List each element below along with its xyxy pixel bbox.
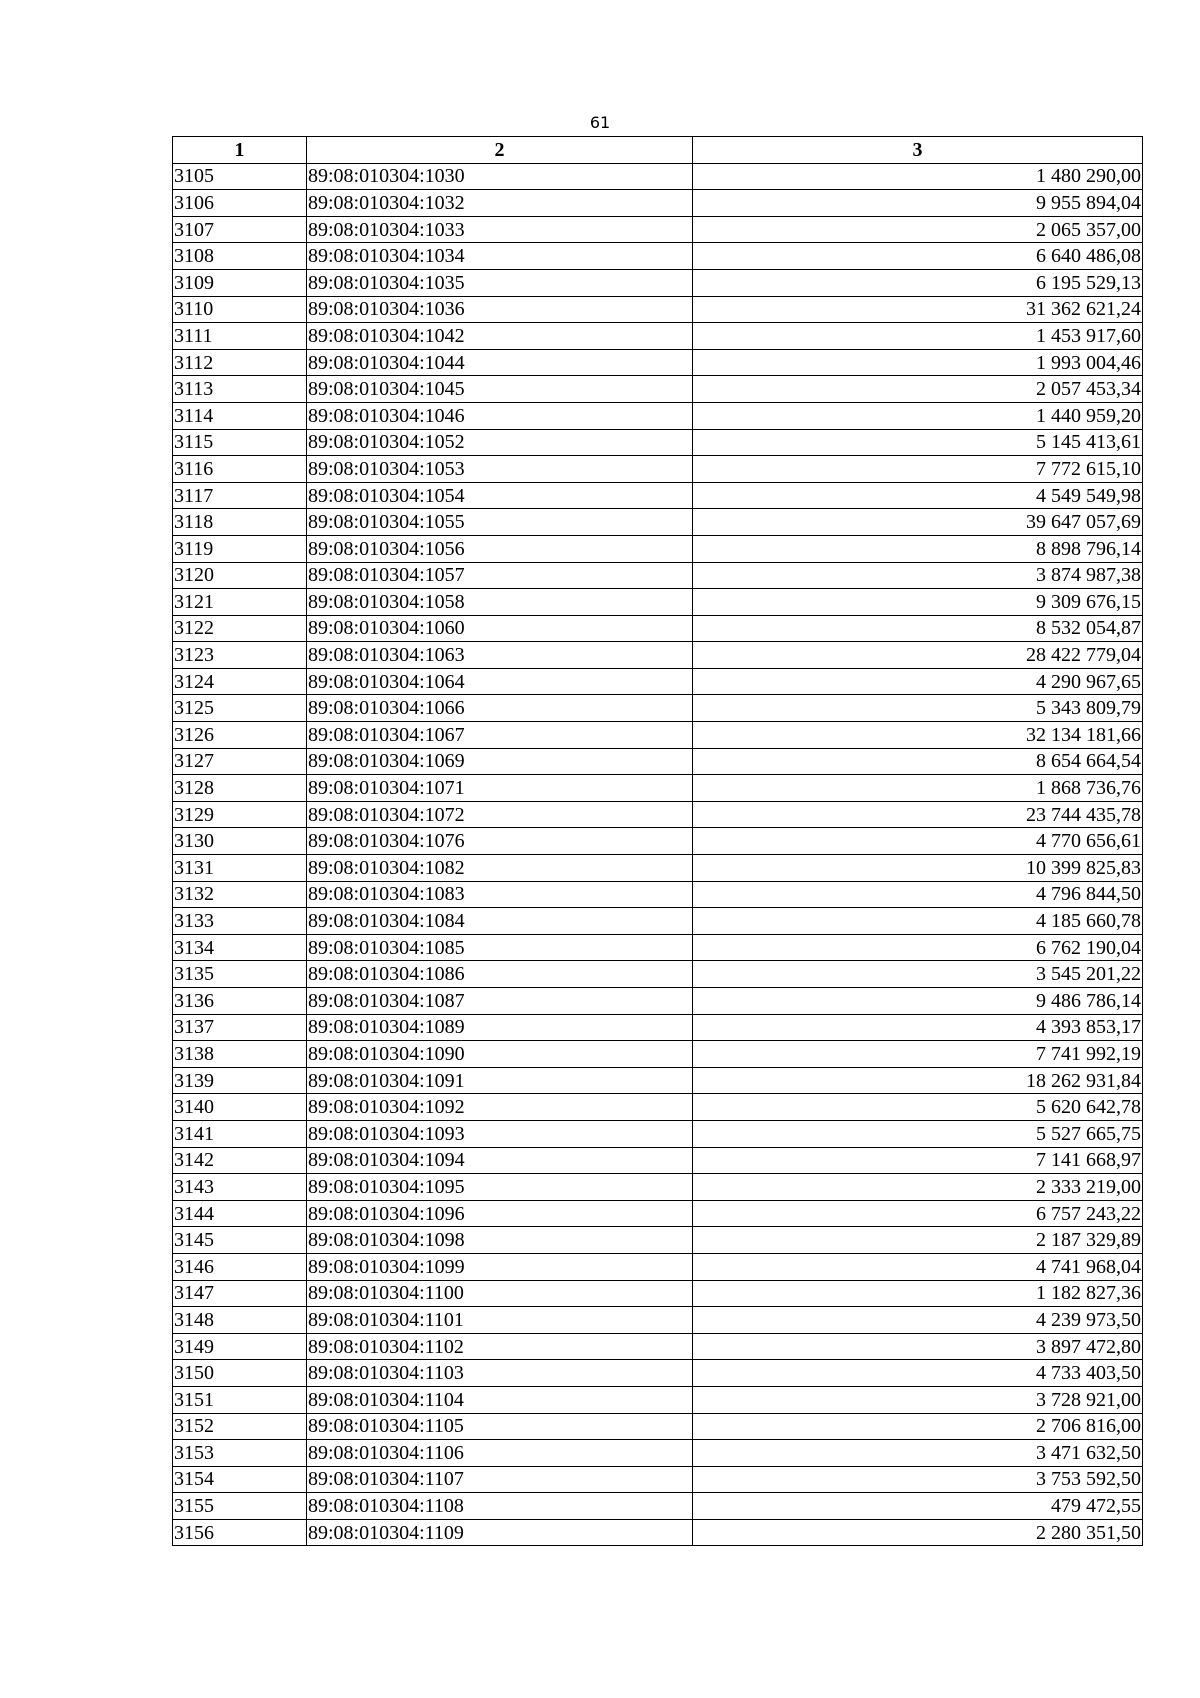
cadastral-value-cell: 3 753 592,50 bbox=[693, 1466, 1143, 1493]
table-row bbox=[173, 1253, 1143, 1280]
cadastral-number-cell: 89:08:010304:1076 bbox=[307, 828, 693, 855]
cadastral-number-cell: 89:08:010304:1105 bbox=[307, 1413, 693, 1440]
cadastral-number-cell: 89:08:010304:1086 bbox=[307, 961, 693, 988]
cadastral-number-cell: 89:08:010304:1053 bbox=[307, 456, 693, 483]
cadastral-number-cell: 89:08:010304:1107 bbox=[307, 1466, 693, 1493]
table-row bbox=[173, 1413, 1143, 1440]
row-number-cell: 3136 bbox=[173, 988, 307, 1015]
table-row bbox=[173, 775, 1143, 802]
cadastral-value-cell: 3 471 632,50 bbox=[693, 1440, 1143, 1467]
table-row bbox=[173, 1094, 1143, 1121]
cadastral-value-cell: 7 772 615,10 bbox=[693, 456, 1143, 483]
cadastral-value-cell: 4 741 968,04 bbox=[693, 1253, 1143, 1280]
cadastral-number-cell: 89:08:010304:1066 bbox=[307, 695, 693, 722]
row-number-cell: 3133 bbox=[173, 908, 307, 935]
row-number-cell: 3120 bbox=[173, 562, 307, 589]
cadastral-number-cell: 89:08:010304:1033 bbox=[307, 216, 693, 243]
cadastral-number-cell: 89:08:010304:1108 bbox=[307, 1493, 693, 1520]
row-number-cell: 3105 bbox=[173, 163, 307, 190]
table-row bbox=[173, 855, 1143, 882]
table-row bbox=[173, 1386, 1143, 1413]
table-row bbox=[173, 402, 1143, 429]
cadastral-value-cell: 1 182 827,36 bbox=[693, 1280, 1143, 1307]
row-number-cell: 3108 bbox=[173, 243, 307, 270]
table-row bbox=[173, 1067, 1143, 1094]
cadastral-value-cell: 1 480 290,00 bbox=[693, 163, 1143, 190]
table-row bbox=[173, 881, 1143, 908]
row-number-cell: 3130 bbox=[173, 828, 307, 855]
table-row bbox=[173, 1147, 1143, 1174]
cadastral-value-cell: 9 486 786,14 bbox=[693, 988, 1143, 1015]
row-number-cell: 3138 bbox=[173, 1041, 307, 1068]
page-number: 61 bbox=[589, 113, 611, 132]
row-number-cell: 3141 bbox=[173, 1120, 307, 1147]
table-row bbox=[173, 908, 1143, 935]
cadastral-value-cell: 7 141 668,97 bbox=[693, 1147, 1143, 1174]
row-number-cell: 3129 bbox=[173, 801, 307, 828]
row-number-cell: 3148 bbox=[173, 1307, 307, 1334]
cadastral-number-cell: 89:08:010304:1072 bbox=[307, 801, 693, 828]
cadastral-number-cell: 89:08:010304:1060 bbox=[307, 615, 693, 642]
cadastral-number-cell: 89:08:010304:1058 bbox=[307, 589, 693, 616]
cadastral-value-cell: 479 472,55 bbox=[693, 1493, 1143, 1520]
cadastral-number-cell: 89:08:010304:1100 bbox=[307, 1280, 693, 1307]
row-number-cell: 3114 bbox=[173, 402, 307, 429]
cadastral-value-cell: 28 422 779,04 bbox=[693, 642, 1143, 669]
row-number-cell: 3139 bbox=[173, 1067, 307, 1094]
cadastral-value-cell: 6 762 190,04 bbox=[693, 934, 1143, 961]
row-number-cell: 3152 bbox=[173, 1413, 307, 1440]
cadastral-value-cell: 3 545 201,22 bbox=[693, 961, 1143, 988]
cadastral-value-table bbox=[172, 136, 1143, 1546]
table-row bbox=[173, 509, 1143, 536]
row-number-cell: 3134 bbox=[173, 934, 307, 961]
row-number-cell: 3106 bbox=[173, 190, 307, 217]
cadastral-number-cell: 89:08:010304:1057 bbox=[307, 562, 693, 589]
table-row bbox=[173, 535, 1143, 562]
row-number-cell: 3125 bbox=[173, 695, 307, 722]
row-number-cell: 3149 bbox=[173, 1333, 307, 1360]
table-row bbox=[173, 1493, 1143, 1520]
cadastral-number-cell: 89:08:010304:1093 bbox=[307, 1120, 693, 1147]
cadastral-value-cell: 3 728 921,00 bbox=[693, 1386, 1143, 1413]
table-row bbox=[173, 668, 1143, 695]
cadastral-value-cell: 3 897 472,80 bbox=[693, 1333, 1143, 1360]
cadastral-value-cell: 39 647 057,69 bbox=[693, 509, 1143, 536]
row-number-cell: 3147 bbox=[173, 1280, 307, 1307]
cadastral-number-cell: 89:08:010304:1056 bbox=[307, 535, 693, 562]
table-row bbox=[173, 482, 1143, 509]
cadastral-number-cell: 89:08:010304:1067 bbox=[307, 722, 693, 749]
table-row bbox=[173, 456, 1143, 483]
cadastral-number-cell: 89:08:010304:1102 bbox=[307, 1333, 693, 1360]
row-number-cell: 3123 bbox=[173, 642, 307, 669]
cadastral-value-cell: 2 280 351,50 bbox=[693, 1519, 1143, 1546]
cadastral-number-cell: 89:08:010304:1096 bbox=[307, 1200, 693, 1227]
row-number-cell: 3128 bbox=[173, 775, 307, 802]
cadastral-number-cell: 89:08:010304:1087 bbox=[307, 988, 693, 1015]
cadastral-value-cell: 4 290 967,65 bbox=[693, 668, 1143, 695]
row-number-cell: 3145 bbox=[173, 1227, 307, 1254]
cadastral-value-cell: 6 757 243,22 bbox=[693, 1200, 1143, 1227]
cadastral-number-cell: 89:08:010304:1091 bbox=[307, 1067, 693, 1094]
cadastral-number-cell: 89:08:010304:1089 bbox=[307, 1014, 693, 1041]
row-number-cell: 3110 bbox=[173, 296, 307, 323]
row-number-cell: 3121 bbox=[173, 589, 307, 616]
cadastral-number-cell: 89:08:010304:1109 bbox=[307, 1519, 693, 1546]
row-number-cell: 3153 bbox=[173, 1440, 307, 1467]
row-number-cell: 3144 bbox=[173, 1200, 307, 1227]
cadastral-value-cell: 8 654 664,54 bbox=[693, 748, 1143, 775]
table-row bbox=[173, 695, 1143, 722]
cadastral-value-cell: 32 134 181,66 bbox=[693, 722, 1143, 749]
cadastral-value-cell: 2 057 453,34 bbox=[693, 376, 1143, 403]
table-row bbox=[173, 828, 1143, 855]
cadastral-value-cell: 1 868 736,76 bbox=[693, 775, 1143, 802]
column-header-3: 3 bbox=[693, 137, 1143, 164]
row-number-cell: 3155 bbox=[173, 1493, 307, 1520]
table-body bbox=[173, 163, 1143, 1546]
cadastral-number-cell: 89:08:010304:1099 bbox=[307, 1253, 693, 1280]
table-row bbox=[173, 1466, 1143, 1493]
cadastral-number-cell: 89:08:010304:1101 bbox=[307, 1307, 693, 1334]
cadastral-value-cell: 4 185 660,78 bbox=[693, 908, 1143, 935]
row-number-cell: 3122 bbox=[173, 615, 307, 642]
table-row bbox=[173, 163, 1143, 190]
cadastral-number-cell: 89:08:010304:1063 bbox=[307, 642, 693, 669]
cadastral-value-cell: 9 309 676,15 bbox=[693, 589, 1143, 616]
table-row bbox=[173, 722, 1143, 749]
table-row bbox=[173, 1120, 1143, 1147]
cadastral-number-cell: 89:08:010304:1085 bbox=[307, 934, 693, 961]
row-number-cell: 3118 bbox=[173, 509, 307, 536]
table-row bbox=[173, 376, 1143, 403]
table-row bbox=[173, 1519, 1143, 1546]
cadastral-number-cell: 89:08:010304:1035 bbox=[307, 269, 693, 296]
table-row bbox=[173, 216, 1143, 243]
cadastral-value-cell: 5 145 413,61 bbox=[693, 429, 1143, 456]
table-row bbox=[173, 1041, 1143, 1068]
table-row bbox=[173, 562, 1143, 589]
cadastral-number-cell: 89:08:010304:1042 bbox=[307, 323, 693, 350]
cadastral-value-cell: 4 239 973,50 bbox=[693, 1307, 1143, 1334]
row-number-cell: 3117 bbox=[173, 482, 307, 509]
cadastral-number-cell: 89:08:010304:1069 bbox=[307, 748, 693, 775]
table-row bbox=[173, 589, 1143, 616]
table-row bbox=[173, 349, 1143, 376]
cadastral-value-cell: 6 195 529,13 bbox=[693, 269, 1143, 296]
table-row bbox=[173, 961, 1143, 988]
cadastral-value-cell: 2 333 219,00 bbox=[693, 1174, 1143, 1201]
cadastral-number-cell: 89:08:010304:1106 bbox=[307, 1440, 693, 1467]
cadastral-value-cell: 9 955 894,04 bbox=[693, 190, 1143, 217]
cadastral-number-cell: 89:08:010304:1082 bbox=[307, 855, 693, 882]
cadastral-value-cell: 1 440 959,20 bbox=[693, 402, 1143, 429]
column-header-1: 1 bbox=[173, 137, 307, 164]
cadastral-number-cell: 89:08:010304:1064 bbox=[307, 668, 693, 695]
cadastral-value-cell: 4 393 853,17 bbox=[693, 1014, 1143, 1041]
table-row bbox=[173, 642, 1143, 669]
row-number-cell: 3137 bbox=[173, 1014, 307, 1041]
cadastral-value-cell: 2 065 357,00 bbox=[693, 216, 1143, 243]
cadastral-number-cell: 89:08:010304:1094 bbox=[307, 1147, 693, 1174]
cadastral-value-cell: 3 874 987,38 bbox=[693, 562, 1143, 589]
table-row bbox=[173, 988, 1143, 1015]
row-number-cell: 3119 bbox=[173, 535, 307, 562]
cadastral-value-cell: 31 362 621,24 bbox=[693, 296, 1143, 323]
table-row bbox=[173, 615, 1143, 642]
row-number-cell: 3143 bbox=[173, 1174, 307, 1201]
cadastral-value-cell: 2 187 329,89 bbox=[693, 1227, 1143, 1254]
table-row bbox=[173, 1440, 1143, 1467]
table-row bbox=[173, 190, 1143, 217]
row-number-cell: 3132 bbox=[173, 881, 307, 908]
table-row bbox=[173, 296, 1143, 323]
row-number-cell: 3150 bbox=[173, 1360, 307, 1387]
cadastral-number-cell: 89:08:010304:1032 bbox=[307, 190, 693, 217]
cadastral-number-cell: 89:08:010304:1103 bbox=[307, 1360, 693, 1387]
row-number-cell: 3142 bbox=[173, 1147, 307, 1174]
row-number-cell: 3126 bbox=[173, 722, 307, 749]
cadastral-number-cell: 89:08:010304:1104 bbox=[307, 1386, 693, 1413]
cadastral-value-cell: 8 898 796,14 bbox=[693, 535, 1143, 562]
column-header-2: 2 bbox=[307, 137, 693, 164]
table-row bbox=[173, 269, 1143, 296]
table-row bbox=[173, 1360, 1143, 1387]
cadastral-number-cell: 89:08:010304:1090 bbox=[307, 1041, 693, 1068]
table-row bbox=[173, 429, 1143, 456]
row-number-cell: 3127 bbox=[173, 748, 307, 775]
row-number-cell: 3112 bbox=[173, 349, 307, 376]
cadastral-value-cell: 6 640 486,08 bbox=[693, 243, 1143, 270]
table-row bbox=[173, 243, 1143, 270]
table-row bbox=[173, 323, 1143, 350]
cadastral-value-cell: 10 399 825,83 bbox=[693, 855, 1143, 882]
cadastral-number-cell: 89:08:010304:1084 bbox=[307, 908, 693, 935]
row-number-cell: 3107 bbox=[173, 216, 307, 243]
cadastral-number-cell: 89:08:010304:1092 bbox=[307, 1094, 693, 1121]
cadastral-value-cell: 2 706 816,00 bbox=[693, 1413, 1143, 1440]
table-header-row bbox=[173, 137, 1143, 164]
row-number-cell: 3111 bbox=[173, 323, 307, 350]
cadastral-value-cell: 1 453 917,60 bbox=[693, 323, 1143, 350]
cadastral-number-cell: 89:08:010304:1044 bbox=[307, 349, 693, 376]
cadastral-number-cell: 89:08:010304:1052 bbox=[307, 429, 693, 456]
cadastral-value-cell: 1 993 004,46 bbox=[693, 349, 1143, 376]
row-number-cell: 3131 bbox=[173, 855, 307, 882]
row-number-cell: 3154 bbox=[173, 1466, 307, 1493]
row-number-cell: 3115 bbox=[173, 429, 307, 456]
row-number-cell: 3109 bbox=[173, 269, 307, 296]
cadastral-value-cell: 23 744 435,78 bbox=[693, 801, 1143, 828]
cadastral-value-cell: 4 796 844,50 bbox=[693, 881, 1143, 908]
cadastral-number-cell: 89:08:010304:1036 bbox=[307, 296, 693, 323]
row-number-cell: 3113 bbox=[173, 376, 307, 403]
cadastral-value-cell: 5 343 809,79 bbox=[693, 695, 1143, 722]
cadastral-value-cell: 4 549 549,98 bbox=[693, 482, 1143, 509]
cadastral-number-cell: 89:08:010304:1095 bbox=[307, 1174, 693, 1201]
row-number-cell: 3140 bbox=[173, 1094, 307, 1121]
cadastral-value-cell: 4 733 403,50 bbox=[693, 1360, 1143, 1387]
table-row bbox=[173, 1227, 1143, 1254]
row-number-cell: 3151 bbox=[173, 1386, 307, 1413]
cadastral-number-cell: 89:08:010304:1083 bbox=[307, 881, 693, 908]
row-number-cell: 3135 bbox=[173, 961, 307, 988]
table-row bbox=[173, 801, 1143, 828]
cadastral-value-cell: 5 527 665,75 bbox=[693, 1120, 1143, 1147]
table-row bbox=[173, 1174, 1143, 1201]
row-number-cell: 3124 bbox=[173, 668, 307, 695]
table-row bbox=[173, 1014, 1143, 1041]
table-row bbox=[173, 1333, 1143, 1360]
row-number-cell: 3146 bbox=[173, 1253, 307, 1280]
row-number-cell: 3156 bbox=[173, 1519, 307, 1546]
cadastral-number-cell: 89:08:010304:1034 bbox=[307, 243, 693, 270]
row-number-cell: 3116 bbox=[173, 456, 307, 483]
cadastral-number-cell: 89:08:010304:1045 bbox=[307, 376, 693, 403]
cadastral-number-cell: 89:08:010304:1046 bbox=[307, 402, 693, 429]
cadastral-value-cell: 7 741 992,19 bbox=[693, 1041, 1143, 1068]
cadastral-number-cell: 89:08:010304:1071 bbox=[307, 775, 693, 802]
table-row bbox=[173, 748, 1143, 775]
table-row bbox=[173, 1200, 1143, 1227]
cadastral-number-cell: 89:08:010304:1098 bbox=[307, 1227, 693, 1254]
cadastral-value-cell: 18 262 931,84 bbox=[693, 1067, 1143, 1094]
cadastral-number-cell: 89:08:010304:1055 bbox=[307, 509, 693, 536]
cadastral-number-cell: 89:08:010304:1030 bbox=[307, 163, 693, 190]
cadastral-value-cell: 5 620 642,78 bbox=[693, 1094, 1143, 1121]
cadastral-value-cell: 8 532 054,87 bbox=[693, 615, 1143, 642]
table-row bbox=[173, 1307, 1143, 1334]
cadastral-number-cell: 89:08:010304:1054 bbox=[307, 482, 693, 509]
table-row bbox=[173, 934, 1143, 961]
cadastral-value-cell: 4 770 656,61 bbox=[693, 828, 1143, 855]
table-row bbox=[173, 1280, 1143, 1307]
